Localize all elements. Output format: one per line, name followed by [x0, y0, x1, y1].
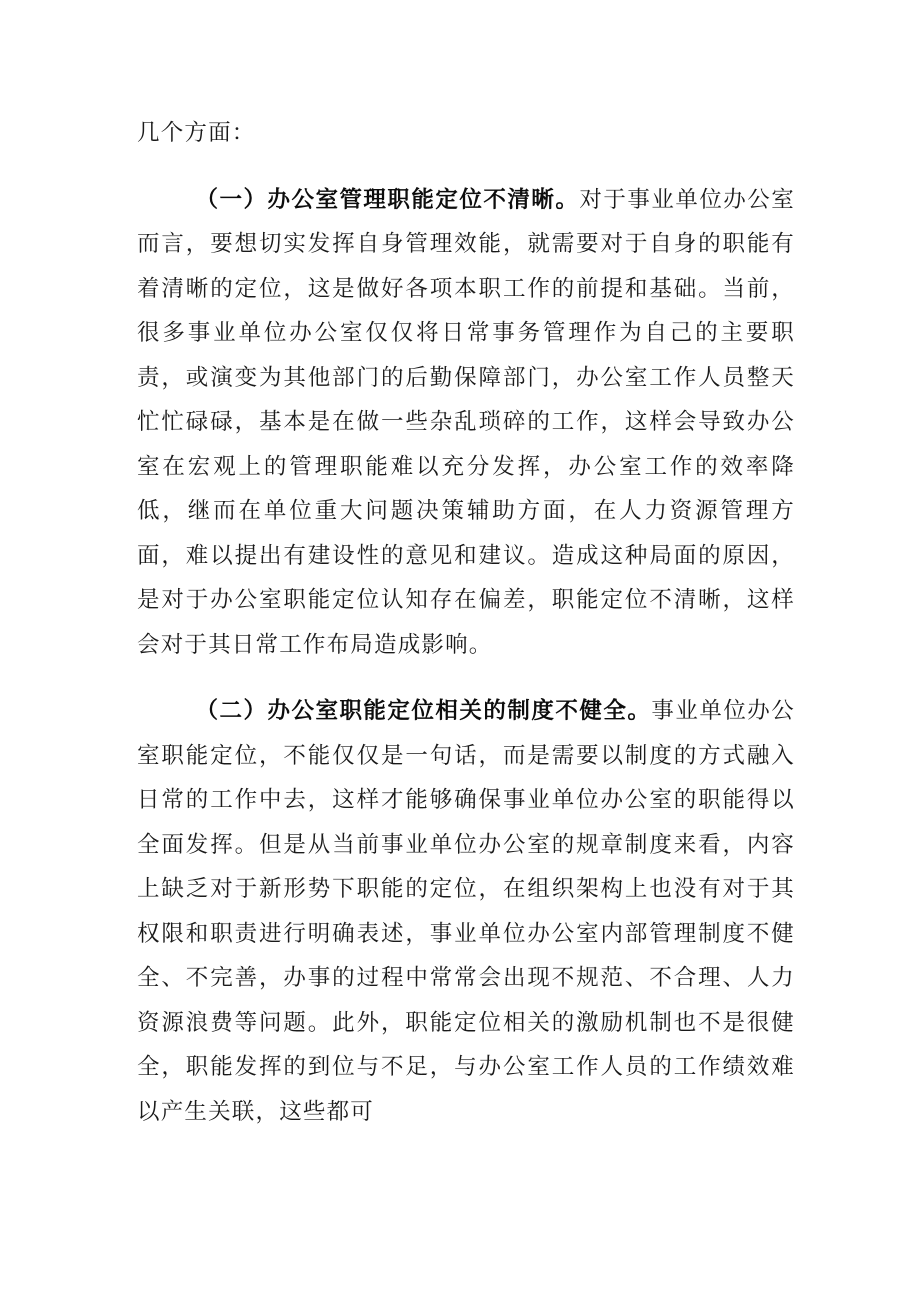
section-2-paragraph: [137, 689, 795, 1134]
document-body: [137, 111, 795, 1134]
section-2-body: 事业单位办公室职能定位，不能仅仅是一句话，而是需要以制度的方式融入日常的工作中去，这样才能够确保事业单位办公室的职能得以全面发挥。但是从当前事业单位办公室的规章制度来看，内容上缺乏对于新形势下职能的定位，在组织架构上也没有对于其权限和职责进行明确表述，事业单位办公室内部管理制度不健全、不完善，办事的过程中常常会出现不规范、不合理、人力资源浪费等问题。此外，职能定位相关的激励机制也不是很健全，职能发挥的到位与不足，与办公室工作人员的工作绩效难以产生关联，这些都可: [137, 698, 795, 1125]
section-1-body: 对于事业单位办公室而言，要想切实发挥自身管理效能，就需要对于自身的职能有着清晰的定位，这是做好各项本职工作的前提和基础。当前，很多事业单位办公室仅仅将日常事务管理作为自己的主要职责，或演变为其他部门的后勤保障部门，办公室工作人员整天忙忙碌碌，基本是在做一些杂乱琐碎的工作，这样会导致办公室在宏观上的管理职能难以充分发挥，办公室工作的效率降低，继而在单位重大问题决策辅助方面，在人力资源管理方面，难以提出有建设性的意见和建议。造成这种局面的原因，是对于办公室职能定位认知存在偏差，职能定位不清晰，这样会对于其日常工作布局造成影响。: [137, 186, 795, 658]
intro-fragment: 几个方面：: [137, 120, 256, 146]
section-1-heading: （一）办公室管理职能定位不清晰。: [195, 186, 580, 213]
section-2-heading: （二）办公室职能定位相关的制度不健全。: [195, 698, 652, 724]
section-1-paragraph: [137, 178, 795, 668]
